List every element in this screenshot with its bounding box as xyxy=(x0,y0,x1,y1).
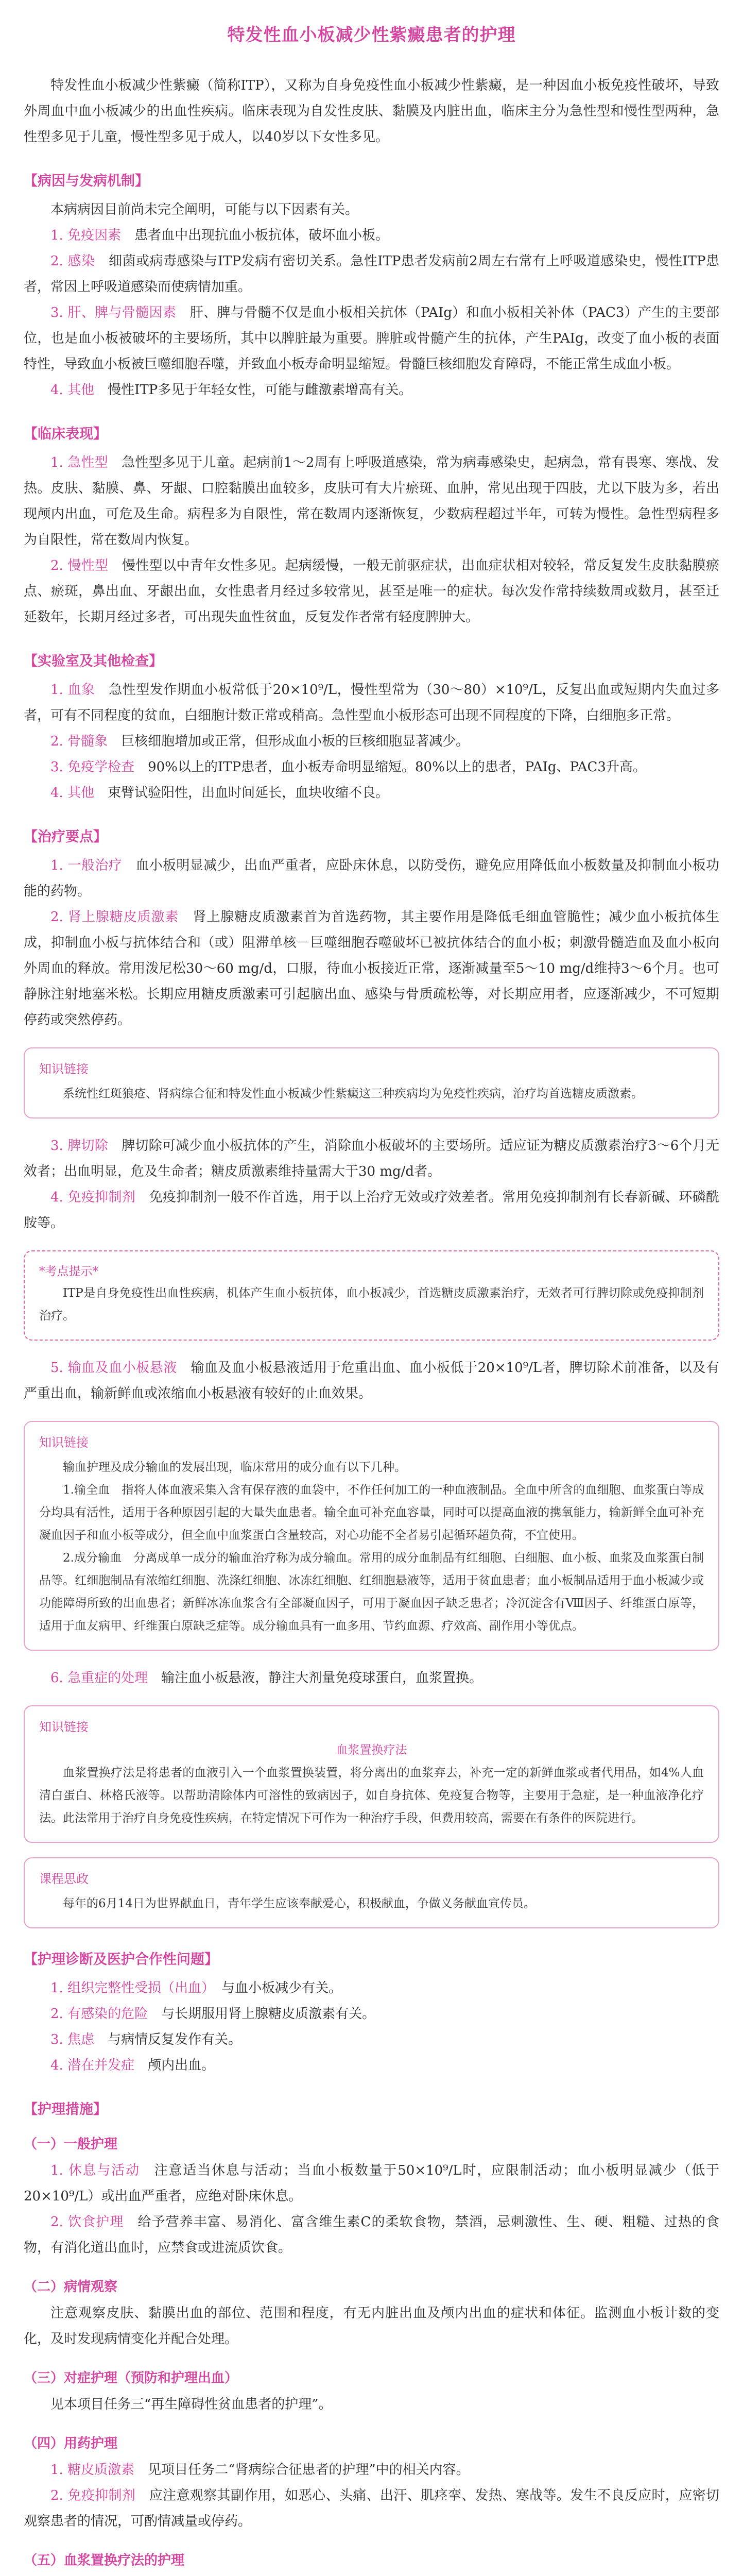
nursing-item xyxy=(24,2209,719,2261)
item-label: 2. 饮食护理 xyxy=(50,2214,124,2230)
ideology-box xyxy=(24,1857,719,1928)
lab-item xyxy=(24,728,719,754)
etiology-lead: 本病病因目前尚未完全阐明，可能与以下因素有关。 xyxy=(50,202,359,217)
item-label: 2. 感染 xyxy=(50,253,95,269)
section-nursing-title: 【护理措施】 xyxy=(24,2102,107,2117)
item-label: 4. 免疫抑制剂 xyxy=(50,1190,136,1205)
item-label: 1. 休息与活动 xyxy=(50,2163,140,2178)
item-label: 1. 糖皮质激素 xyxy=(50,2462,135,2478)
knowledge-link-box xyxy=(24,1705,719,1843)
box-title: 知识链接 xyxy=(39,1062,89,1076)
subsection-title: （五）血浆置换疗法的护理 xyxy=(24,2553,185,2568)
item-label: 4. 潜在并发症 xyxy=(50,2058,135,2073)
diagnosis-item xyxy=(24,2027,719,2053)
item-label: 4. 其他 xyxy=(50,382,95,398)
item-text: 肾上腺糖皮质激素首为首选药物，其主要作用是降低毛细血管脆性；减少血小板抗体生成，抑制血小板与抗体结合和（或）阻滞单核－巨噬细胞吞噬破坏已被抗体结合的血小板；刺激骨髓造血及血小板向外周血的释放。常用泼尼松30～60 mg/d，口服，待血小板接近正常，逐渐减量至5～10 mg/d维持3～6个月。也可静脉注射地塞米松。长期应用糖皮质激素可引起脑出血、感染与骨质疏松等，对长期应用者，应逐渐减少，不可短期停药或突然停药。 xyxy=(24,909,719,1028)
item-text: 肝、脾与骨髓不仅是血小板相关抗体（PAIg）和血小板相关补体（PAC3）产生的主要部位，也是血小板被破坏的主要场所，其中以脾脏最为重要。脾脏或骨髓产生的抗体，产生PAIg，改变了血小板的表面特性，导致血小板被巨噬细胞吞噬，并致血小板寿命明显缩短。骨髓巨核细胞发育障碍，不能正常生成血小板。 xyxy=(24,305,719,372)
exam-tip-box xyxy=(24,1250,719,1341)
item-label: 1. 免疫因素 xyxy=(50,228,122,243)
item-label: 2. 有感染的危险 xyxy=(50,2006,148,2022)
treatment-item xyxy=(24,904,719,1033)
item-text: 与病情反复发作有关。 xyxy=(108,2032,242,2047)
item-label: 6. 急重症的处理 xyxy=(50,1670,148,1686)
item-label: 4. 其他 xyxy=(50,785,95,801)
item-text: 脾切除可减少血小板抗体的产生，消除血小板破坏的主要场所。适应证为糖皮质激素治疗3～6个月无效者；出血明显，危及生命者；糖皮质激素维持量需大于30 mg/d者。 xyxy=(24,1138,719,1179)
item-label: 2. 骨髓象 xyxy=(50,734,108,749)
item-label: 3. 脾切除 xyxy=(50,1138,108,1154)
item-text: 慢性ITP多见于年轻女性，可能与雌激素增高有关。 xyxy=(108,382,412,398)
subsection-title: （二）病情观察 xyxy=(24,2279,118,2295)
box-text: 系统性红斑狼疮、肾病综合征和特发性血小板减少性紫癜这三种疾病均为免疫性疾病，治疗均首选糖皮质激素。 xyxy=(63,1087,643,1100)
item-text: 输血及血小板悬液适用于危重出血、血小板低于20×10⁹/L者，脾切除术前准备，以及有严重出血，输新鲜血或浓缩血小板悬液有较好的止血效果。 xyxy=(24,1360,719,1401)
nursing-item xyxy=(24,2483,719,2534)
intro-paragraph: 特发性血小板减少性紫癜（简称ITP），又称为自身免疫性血小板减少性紫癜，是一种因血小板免疫性破坏，导致外周血中血小板减少的出血性疾病。临床表现为自发性皮肤、黏膜及内脏出血，临床主分为急性型和慢性型两种，急性型多见于儿童，慢性型多见于成人，以40岁以下女性多见。 xyxy=(24,78,719,145)
item-text: 与血小板减少有关。 xyxy=(221,1980,342,1996)
item-label: 1. 血象 xyxy=(50,682,95,698)
item-label: 1. 一般治疗 xyxy=(50,858,122,873)
etiology-item xyxy=(24,377,719,403)
subsection-title: （三）对症护理（预防和护理出血） xyxy=(24,2370,238,2386)
item-text: 见项目任务二“肾病综合征患者的护理”中的相关内容。 xyxy=(148,2462,470,2478)
knowledge-link-box xyxy=(24,1421,719,1651)
clinical-item xyxy=(24,450,719,553)
treatment-item xyxy=(24,853,719,904)
item-text: 束臂试验阳性，出血时间延长，血块收缩不良。 xyxy=(108,785,389,801)
item-text: 急性型发作期血小板常低于20×10⁹/L，慢性型常为（30～80）×10⁹/L，反复出血或短期内失血过多者，可有不同程度的贫血，白细胞计数正常或稍高。急性型血小板形态可出现不同程度的下降，白细胞多正常。 xyxy=(24,682,719,723)
item-label: 2. 慢性型 xyxy=(50,558,109,573)
item-label: 1. 急性型 xyxy=(50,455,108,470)
item-text: 90%以上的ITP患者，血小板寿命明显缩短。80%以上的患者，PAIg、PAC3升高。 xyxy=(148,759,646,775)
treatment-item xyxy=(24,1133,719,1184)
treatment-item xyxy=(24,1184,719,1236)
treatment-item xyxy=(24,1355,719,1406)
diagnosis-item xyxy=(24,1975,719,2001)
treatment-item xyxy=(24,1665,719,1691)
item-label: 5. 输血及血小板悬液 xyxy=(50,1360,177,1376)
section-etiology-title: 【病因与发病机制】 xyxy=(24,173,149,189)
lab-item xyxy=(24,780,719,806)
nursing-paragraph: 注意观察皮肤、黏膜出血的部位、范围和程度，有无内脏出血及颅内出血的症状和体征。监测血小板计数的变化，及时发现病情变化并配合处理。 xyxy=(24,2306,719,2347)
section-lab-title: 【实验室及其他检查】 xyxy=(24,653,163,669)
box-title: 知识链接 xyxy=(39,1720,89,1734)
box-title: 知识链接 xyxy=(39,1435,89,1450)
item-text: 急性型多见于儿童。起病前1～2周有上呼吸道感染，常为病毒感染史，起病急，常有畏寒、寒战、发热。皮肤、黏膜、鼻、牙龈、口腔黏膜出血较多，皮肤可有大片瘀斑、血肿，常见出现于四肢，尤以下肢为多，若出现颅内出血，可危及生命。病程多为自限性，常在数周内逐渐恢复，少数病程超过半年，可转为慢性。急性型病程多为自限性，常在数周内恢复。 xyxy=(24,455,719,548)
diagnosis-item xyxy=(24,2001,719,2027)
subsection-title: （四）用药护理 xyxy=(24,2436,118,2451)
item-text: 巨核细胞增加或正常，但形成血小板的巨核细胞显著减少。 xyxy=(121,734,470,749)
item-text: 患者血中出现抗血小板抗体，破坏血小板。 xyxy=(134,228,389,243)
tip-text: ITP是自身免疫性出血性疾病，机体产生血小板抗体，血小板减少，首选糖皮质激素治疗，无效者可行脾切除或免疫抑制剂治疗。 xyxy=(39,1286,704,1323)
subsection-title: （一）一般护理 xyxy=(24,2137,118,2152)
box-text: 血浆置换疗法是将患者的血液引入一个血浆置换装置，将分离出的血浆弃去，补充一定的新鲜血浆或者代用品，如4%人血清白蛋白、林格氏液等。以帮助清除体内可溶性的致病因子，如自身抗体、免疫复合物等，主要用于急症，是一种血液净化疗法。此法常用于治疗自身免疫性疾病，在特定情况下可作为一种治疗手段，但费用较高，需要在有条件的医院进行。 xyxy=(39,1766,704,1825)
nursing-item xyxy=(24,2158,719,2209)
nursing-item xyxy=(24,2457,719,2483)
item-label: 2. 肾上腺糖皮质激素 xyxy=(50,909,179,925)
item-text: 与长期服用肾上腺糖皮质激素有关。 xyxy=(161,2006,376,2022)
tip-title: *考点提示* xyxy=(39,1265,98,1278)
item-label: 3. 肝、脾与骨髓因素 xyxy=(50,305,177,320)
item-text: 慢性型以中青年女性多见。起病缓慢，一般无前驱症状，出血症状相对较轻，常反复发生皮肤黏膜瘀点、瘀斑，鼻出血、牙龈出血，女性患者月经过多较常见，甚至是唯一的症状。每次发作常持续数周或数月，甚至迁延数年，长期月经过多者，可出现失血性贫血，反复发作者常有轻度脾肿大。 xyxy=(24,558,719,625)
knowledge-link-box xyxy=(24,1047,719,1118)
item-label: 2. 免疫抑制剂 xyxy=(50,2488,136,2503)
etiology-item xyxy=(24,300,719,377)
section-clinical-title: 【临床表现】 xyxy=(24,426,107,442)
item-text: 注意适当休息与活动；当血小板数量于50×10⁹/L时，应限制活动；血小板明显减少（低于20×10⁹/L）或出血严重者，应绝对卧床休息。 xyxy=(24,2163,719,2204)
lab-item xyxy=(24,754,719,780)
box-text: 输血护理及成分输血的发展出现，临床常用的成分血有以下几种。 xyxy=(63,1461,406,1474)
nursing-paragraph xyxy=(24,2574,719,2576)
item-text: 给予营养丰富、易消化、富含维生素C的柔软食物，禁酒，忌刺激性、生、硬、粗糙、过热的食物，有消化道出血时，应禁食或进流质饮食。 xyxy=(24,2214,719,2256)
box-text: 2.成分输血 分离成单一成分的输血治疗称为成分输血。常用的成分血制品有红细胞、白细胞、血小板、血浆及血浆蛋白制品等。红细胞制品有浓缩红细胞、洗涤红细胞、冰冻红细胞、红细胞悬液等，适用于贫血患者；血小板制品适用于血小板减少或功能障碍所致的出血患者；新鲜冰冻血浆含有全部凝血因子，可用于凝血因子缺乏患者；冷沉淀含有Ⅷ因子、纤维蛋白原等，适用于血友病甲、纤维蛋白原缺乏症等。成分输血具有一血多用、节约血源、疗效高、副作用小等优点。 xyxy=(39,1551,704,1633)
section-treatment-title: 【治疗要点】 xyxy=(24,829,107,845)
item-label: 3. 焦虑 xyxy=(50,2032,95,2047)
box-title: 课程思政 xyxy=(39,1872,89,1886)
item-text: 细菌或病毒感染与ITP发病有密切关系。急性ITP患者发病前2周左右常有上呼吸道感染史，慢性ITP患者，常因上呼吸道感染而使病情加重。 xyxy=(24,253,719,295)
nursing-paragraph: 见本项目任务三“再生障碍性贫血患者的护理”。 xyxy=(50,2397,332,2412)
item-text: 颅内出血。 xyxy=(148,2058,215,2073)
box-subtitle: 血浆置换疗法 xyxy=(336,1743,407,1757)
etiology-item xyxy=(24,248,719,300)
item-text: 免疫抑制剂一般不作首选，用于以上治疗无效或疗效差者。常用免疫抑制剂有长春新碱、环磷酰胺等。 xyxy=(24,1190,719,1231)
box-text: 每年的6月14日为世界献血日，青年学生应该奉献爱心，积极献血，争做义务献血宣传员。 xyxy=(63,1897,535,1910)
etiology-item xyxy=(24,223,719,248)
lab-item xyxy=(24,677,719,728)
box-text: 1.输全血 指将人体血液采集入含有保存液的血袋中，不作任何加工的一种血液制品。全血中所含的血细胞、血浆蛋白等成分均具有活性，适用于各种原因引起的大量失血患者。输全血可补充血容量，同时可以提高血液的携氧能力，输新鲜全血可补充凝血因子和血小板等成分，但全血中血浆蛋白含量较高，对心功能不全者易引起循环超负荷，不宜使用。 xyxy=(39,1483,704,1542)
section-diagnosis-title: 【护理诊断及医护合作性问题】 xyxy=(24,1952,218,1968)
item-text: 输注血小板悬液，静注大剂量免疫球蛋白，血浆置换。 xyxy=(161,1670,483,1686)
clinical-item xyxy=(24,553,719,630)
page-title: 特发性血小板减少性紫癜患者的护理 xyxy=(227,25,516,45)
item-label: 3. 免疫学检查 xyxy=(50,759,135,775)
item-label: 1. 组织完整性受损（出血） xyxy=(50,1980,209,1996)
diagnosis-item xyxy=(24,2053,719,2078)
item-text: 应注意观察其副作用，如恶心、头痛、出汗、肌痉挛、发热、寒战等。发生不良反应时，应密切观察患者的情况，可酌情减量或停药。 xyxy=(24,2488,719,2529)
item-text: 血小板明显减少，出血严重者，应卧床休息，以防受伤，避免应用降低血小板数量及抑制血小板功能的药物。 xyxy=(24,858,719,899)
